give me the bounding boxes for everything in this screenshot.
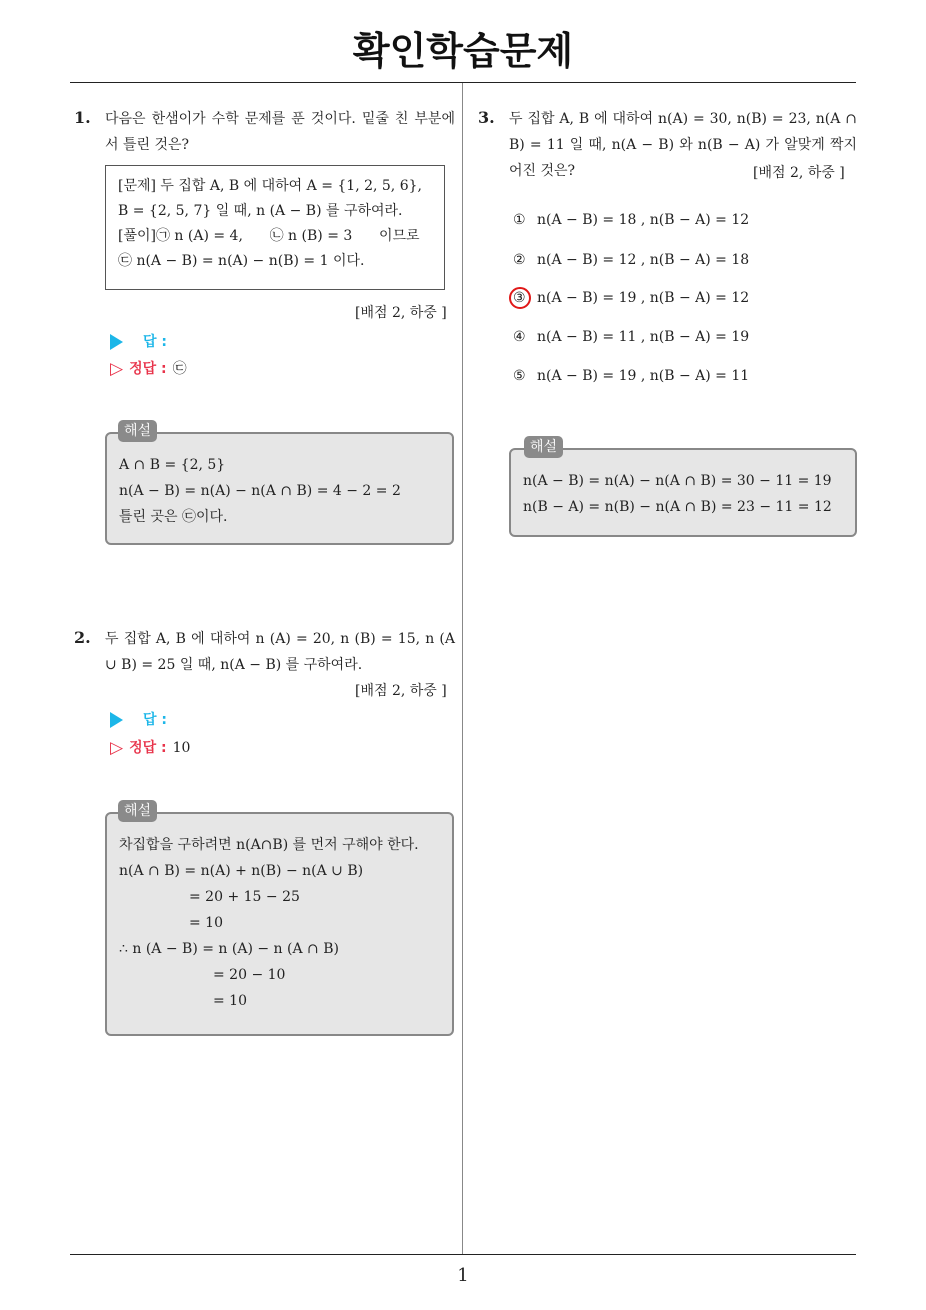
- q3-choice-4[interactable]: [513, 329, 749, 345]
- q2-exp-line: n(A ∩ B) = n(A) + n(B) − n(A ∪ B): [119, 863, 364, 879]
- q1-meta: [배점 2, 하중 ]: [355, 305, 447, 321]
- q1-box-line: ㉢ n(A − B) = n(A) − n(B) = 1 이다.: [118, 253, 365, 269]
- column-divider: [462, 83, 463, 1255]
- q1-answer-label: 답 :: [143, 334, 167, 350]
- q1-explanation-label: 해설: [118, 420, 157, 442]
- q2-explanation-label: 해설: [118, 800, 157, 822]
- page-title: 확인학습문제: [352, 29, 574, 73]
- q2-meta: [배점 2, 하중 ]: [355, 683, 447, 699]
- q3-explanation-box: [509, 448, 857, 537]
- play-icon: [110, 334, 123, 350]
- q2-exp-line: 차집합을 구하려면 n(A∩B) 를 먼저 구해야 한다.: [119, 837, 419, 853]
- q2-number: 2.: [74, 628, 91, 647]
- play-icon: [110, 712, 123, 728]
- choice-text: n(A − B) = 18 , n(B − A) = 12: [537, 212, 750, 228]
- q2-explanation-box: [105, 812, 454, 1036]
- q1-text: 다음은 한샘이가 수학 문제를 푼 것이다. 밑줄 친 부분에서 틀린 것은?: [105, 111, 455, 153]
- q1-exp-line: A ∩ B = {2, 5}: [119, 457, 226, 473]
- q3-explanation-label: 해설: [524, 436, 563, 458]
- q2-correct-label: 정답 :: [129, 740, 167, 756]
- choice-number: ③: [513, 290, 526, 306]
- q3-exp-line: n(A − B) = n(A) − n(A ∩ B) = 30 − 11 = 19: [523, 473, 832, 489]
- q1-explanation-box: [105, 432, 454, 545]
- q3-number: 3.: [478, 108, 495, 127]
- q1-box-line: B = {2, 5, 7} 일 때, n (A − B) 를 구하여라.: [118, 203, 403, 219]
- q2-exp-line: = 10: [213, 993, 247, 1009]
- q3-choice-1[interactable]: [513, 212, 749, 228]
- triangle-outline-icon: ▷: [110, 359, 124, 379]
- q1-exp-line: 틀린 곳은 ㉢이다.: [119, 509, 228, 525]
- q1-number: 1.: [74, 108, 91, 127]
- choice-number: ⑤: [513, 368, 526, 384]
- choice-text: n(A − B) = 12 , n(B − A) = 18: [537, 252, 750, 268]
- q3-choice-5[interactable]: [513, 368, 749, 384]
- choice-text: n(A − B) = 11 , n(B − A) = 19: [537, 329, 750, 345]
- q2-correct-row: [110, 737, 190, 758]
- q1-exp-line: n(A − B) = n(A) − n(A ∩ B) = 4 − 2 = 2: [119, 483, 401, 499]
- q1-problem-box: [105, 165, 445, 290]
- q1-box-line: [문제] 두 집합 A, B 에 대하여 A = {1, 2, 5, 6},: [118, 178, 422, 194]
- q2-answer-label: 답 :: [143, 712, 167, 728]
- q1-correct-row: [110, 358, 187, 379]
- q2-text: 두 집합 A, B 에 대하여 n (A) = 20, n (B) = 15, n (A ∪ B) = 25 일 때, n(A − B) 를 구하여라.: [105, 631, 455, 673]
- q2-answer-row[interactable]: [110, 709, 167, 729]
- q3-choice-3[interactable]: [513, 290, 749, 306]
- choice-number: ④: [513, 329, 526, 345]
- q2-exp-line: = 20 − 10: [213, 967, 286, 983]
- q3-meta: [배점 2, 하중 ]: [753, 165, 845, 181]
- q2-exp-line: = 20 + 15 − 25: [189, 889, 300, 905]
- q3-exp-line: n(B − A) = n(B) − n(A ∩ B) = 23 − 11 = 12: [523, 499, 832, 515]
- q1-answer-row[interactable]: [110, 331, 167, 351]
- q3-text: 두 집합 A, B 에 대하여 n(A) = 30, n(B) = 23, n(A ∩ B) = 11 일 때, n(A − B) 와 n(B − A) 가 알맞게 짝지어진 것은?: [509, 111, 857, 179]
- choice-text: n(A − B) = 19 , n(B − A) = 12: [537, 290, 750, 306]
- q2-correct-value: 10: [172, 740, 191, 756]
- selected-answer-circle: [509, 287, 531, 309]
- q3-choice-2[interactable]: [513, 252, 749, 268]
- bottom-rule: [70, 1254, 856, 1255]
- q1-box-line: [풀이]㉠ n (A) = 4, ㉡ n (B) = 3 이므로: [118, 228, 420, 244]
- top-rule: [70, 82, 856, 83]
- q2-exp-line: ∴ n (A − B) = n (A) − n (A ∩ B): [119, 941, 339, 957]
- q1-correct-label: 정답 :: [129, 361, 167, 377]
- choice-number: ②: [513, 252, 526, 268]
- choice-text: n(A − B) = 19 , n(B − A) = 11: [537, 368, 750, 384]
- q2-exp-line: = 10: [189, 915, 223, 931]
- choice-number: ①: [513, 212, 526, 228]
- page-number: 1: [457, 1265, 469, 1286]
- q1-correct-value: ㉢: [172, 361, 187, 377]
- triangle-outline-icon: ▷: [110, 738, 124, 758]
